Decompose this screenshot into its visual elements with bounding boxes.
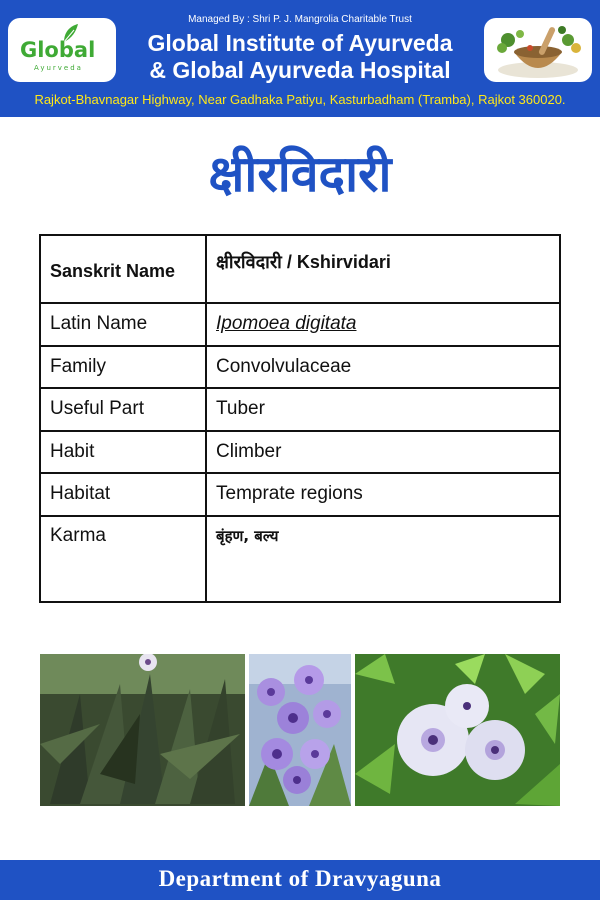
useful-part-label: Useful Part	[40, 388, 206, 431]
karma-text: बृंहण, बल्य	[216, 526, 279, 545]
department-name: Department of Dravyaguna	[158, 866, 442, 891]
latin-name-label: Latin Name	[40, 303, 206, 346]
plant-title: क्षीरविदारी	[208, 145, 392, 203]
table-row	[40, 431, 560, 474]
header-banner	[0, 0, 600, 117]
institute-logo	[8, 18, 116, 82]
logo-text: Global	[20, 38, 96, 62]
plant-leaves-photo	[40, 654, 245, 806]
address-text: Rajkot-Bhavnagar Highway, Near Gadhaka Patiyu, Kasturbadham (Tramba), Rajkot 360020.	[34, 92, 566, 107]
table-row	[40, 388, 560, 431]
herbs-mortar-image	[484, 18, 592, 82]
table-row	[40, 473, 560, 516]
habit-value: Climber	[206, 431, 560, 474]
habitat-value: Temprate regions	[206, 473, 560, 516]
habit-label: Habit	[40, 431, 206, 474]
table-row	[40, 235, 560, 303]
karma-value	[206, 516, 560, 602]
sanskrit-name-value: क्षीरविदारी / Kshirvidari	[206, 235, 560, 303]
family-value: Convolvulaceae	[206, 346, 560, 389]
sanskrit-name-label: Sanskrit Name	[40, 235, 206, 303]
logo-subtext: Ayurveda	[34, 64, 83, 72]
table-row	[40, 303, 560, 346]
karma-label: Karma	[40, 516, 206, 602]
institute-title: Global Institute of Ayurveda	[147, 30, 453, 56]
footer-banner	[0, 860, 600, 900]
habitat-label: Habitat	[40, 473, 206, 516]
flowers-and-leaves-photo	[355, 654, 560, 806]
latin-name-text: Ipomoea digitata	[216, 313, 357, 335]
hospital-title: & Global Ayurveda Hospital	[149, 57, 451, 83]
table-row	[40, 516, 560, 602]
latin-name-value	[206, 303, 560, 346]
table-row	[40, 346, 560, 389]
purple-flowers-photo	[249, 654, 351, 806]
plant-info-table	[39, 234, 561, 603]
family-label: Family	[40, 346, 206, 389]
managed-by-text: Managed By : Shri P. J. Mangrolia Charitable Trust	[188, 14, 412, 25]
useful-part-value: Tuber	[206, 388, 560, 431]
